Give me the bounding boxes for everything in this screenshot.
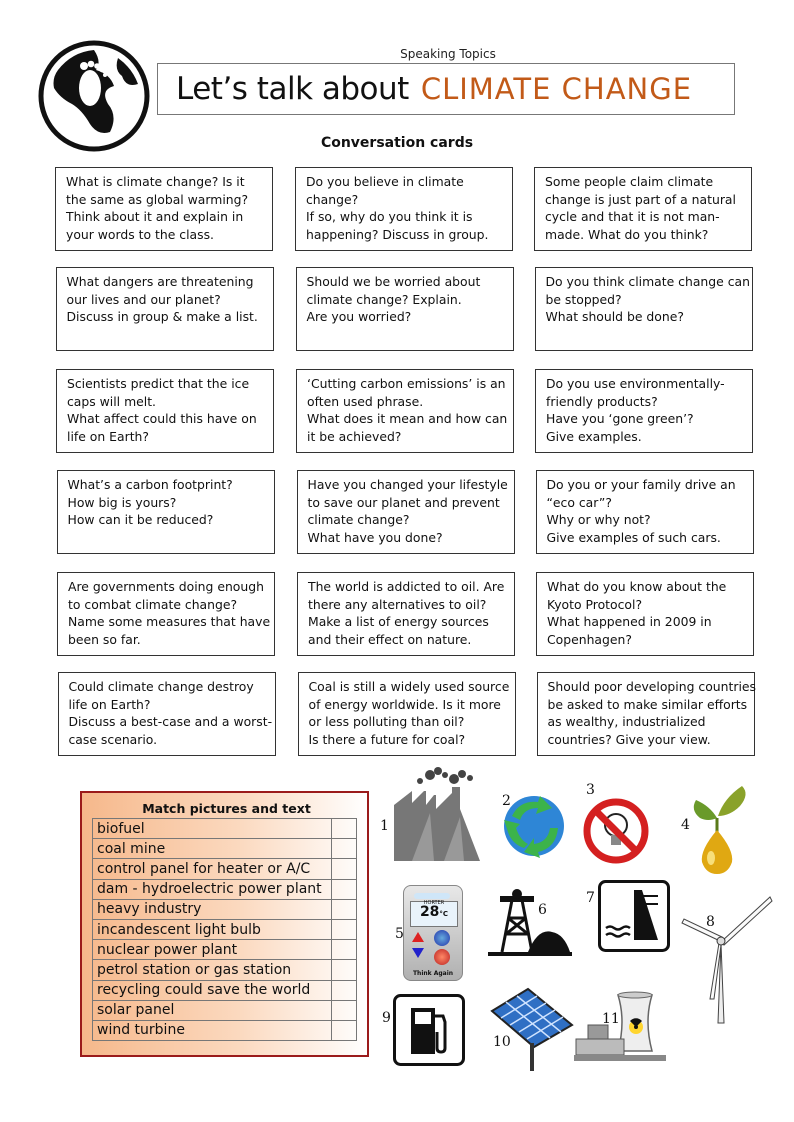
card-line: be asked to make similar efforts: [547, 696, 748, 712]
card-line: Give examples of such cars.: [546, 529, 721, 545]
card-line: been so far.: [68, 631, 141, 647]
solar-panel-icon: [488, 985, 574, 1075]
card-line: What happened in 2009 in: [547, 614, 712, 629]
card-line: friendly products?: [546, 393, 658, 409]
match-row: [93, 919, 357, 939]
card-line: Should we be worried about: [306, 274, 481, 289]
card-line: Have you changed your lifestyle: [307, 477, 508, 492]
match-answer-box[interactable]: [332, 819, 357, 839]
card-line: as wealthy, industrialized: [547, 714, 706, 729]
card-line: happening? Discuss in group.: [306, 226, 489, 242]
thermostat-indicator: [414, 893, 450, 899]
match-box: [80, 791, 369, 1057]
thermostat-unit: °C: [439, 910, 449, 918]
conversation-card: [58, 672, 276, 756]
title-lead: Let’s talk about: [176, 71, 409, 107]
match-row: [93, 980, 357, 1000]
card-line: life on Earth?: [68, 696, 151, 712]
card-line: Do you believe in climate: [306, 174, 464, 189]
card-line: What have you done?: [307, 529, 443, 545]
dial-blue-icon: [434, 930, 450, 946]
card-line: and their effect on nature.: [308, 631, 472, 647]
card-line: case scenario.: [68, 731, 158, 747]
card-line: Think about it and explain in: [66, 209, 244, 224]
picture-label-1: 1: [380, 818, 389, 834]
match-row: [93, 839, 357, 859]
match-answer-box[interactable]: [332, 879, 357, 899]
conversation-card: [57, 572, 275, 656]
match-row: [93, 859, 357, 879]
top-label: Speaking Topics: [400, 47, 496, 61]
card-line: How big is yours?: [67, 494, 177, 510]
match-row: [93, 960, 357, 980]
card-line: be stopped?: [545, 291, 622, 307]
card-line: ‘Cutting carbon emissions’ is an: [307, 376, 506, 391]
card-line: climate change? Explain.: [306, 291, 462, 307]
up-arrow-icon: [412, 932, 424, 942]
picture-label-5: 5: [395, 926, 404, 942]
conversation-card: [297, 470, 515, 554]
conversation-card: [298, 672, 516, 756]
card-line: Is there a future for coal?: [308, 731, 466, 747]
match-answer-box[interactable]: [332, 919, 357, 939]
card-line: Scientists predict that the ice: [67, 376, 250, 391]
match-table: [92, 818, 357, 1041]
petrol-station-icon: [393, 994, 465, 1066]
card-line: Copenhagen?: [547, 631, 632, 647]
match-row: [93, 940, 357, 960]
match-item-text: wind turbine: [93, 1020, 332, 1040]
card-line: Should poor developing countries: [547, 679, 756, 694]
card-line: it be achieved?: [307, 428, 402, 444]
card-line: countries? Give your view.: [547, 731, 711, 747]
match-title: Match pictures and text: [142, 801, 311, 816]
match-answer-box[interactable]: [332, 899, 357, 919]
card-line: Could climate change destroy: [68, 679, 254, 694]
title-topic: CLIMATE CHANGE: [420, 72, 693, 106]
card-line: to save our planet and prevent: [307, 494, 500, 510]
conversation-card: [536, 572, 754, 656]
match-answer-box[interactable]: [332, 1000, 357, 1020]
card-line: Do you or your family drive an: [546, 477, 736, 492]
match-item-text: nuclear power plant: [93, 940, 332, 960]
card-line: Are governments doing enough: [68, 579, 264, 594]
match-answer-box[interactable]: [332, 859, 357, 879]
conversation-card: [535, 267, 753, 351]
card-line: made. What do you think?: [545, 226, 709, 242]
picture-label-7: 7: [586, 890, 595, 906]
match-answer-box[interactable]: [332, 980, 357, 1000]
card-line: If so, why do you think it is: [306, 209, 473, 224]
match-answer-box[interactable]: [332, 960, 357, 980]
conversation-card: [55, 167, 273, 251]
match-row: [93, 879, 357, 899]
conversation-card: [57, 470, 275, 554]
wind-turbine-icon: [676, 895, 774, 1025]
card-line: What should be done?: [545, 309, 684, 324]
card-line: What does it mean and how can: [307, 411, 508, 426]
match-row: [93, 899, 357, 919]
conversation-card: [296, 369, 514, 453]
title-box: [157, 63, 735, 115]
match-answer-box[interactable]: [332, 940, 357, 960]
card-line: climate change?: [307, 512, 410, 527]
card-line: What dangers are threatening: [66, 274, 254, 289]
picture-label-6: 6: [538, 902, 547, 918]
card-line: Are you worried?: [306, 309, 412, 324]
down-arrow-icon: [412, 948, 424, 958]
biofuel-drop-icon: [680, 778, 755, 876]
picture-label-2: 2: [502, 793, 511, 809]
card-line: Do you think climate change can: [545, 274, 750, 289]
factory-icon: [390, 765, 485, 865]
subtitle: Conversation cards: [320, 135, 474, 151]
picture-label-10: 10: [493, 1034, 511, 1050]
conversation-card: [56, 267, 274, 351]
card-line: What affect could this have on: [67, 411, 257, 426]
match-item-text: solar panel: [93, 1000, 332, 1020]
conversation-card: [535, 369, 753, 453]
conversation-card: [537, 672, 755, 756]
thermostat-display: [410, 901, 458, 927]
no-light-bulb-icon: [582, 797, 650, 865]
thermostat-brand: HORTER: [423, 900, 445, 906]
picture-label-3: 3: [586, 782, 595, 798]
match-item-text: recycling could save the world: [93, 980, 332, 1000]
conversation-card: [295, 167, 513, 251]
card-line: Discuss in group & make a list.: [66, 309, 258, 324]
match-item-text: petrol station or gas station: [93, 960, 332, 980]
card-line: life on Earth?: [67, 428, 149, 444]
match-item-text: dam - hydroelectric power plant: [93, 879, 332, 899]
conversation-card: [297, 572, 515, 656]
card-line: there any alternatives to oil?: [308, 596, 487, 612]
card-line: What do you know about the: [547, 579, 727, 594]
card-line: Name some measures that have: [68, 614, 271, 629]
card-line: Give examples.: [546, 428, 642, 444]
match-row: [93, 819, 357, 839]
picture-label-8: 8: [706, 914, 715, 930]
picture-label-11: 11: [602, 1011, 620, 1027]
thermostat-reading: 28: [419, 904, 440, 920]
match-answer-box[interactable]: [332, 839, 357, 859]
card-line: or less polluting than oil?: [308, 714, 465, 729]
card-line: The world is addicted to oil. Are: [308, 579, 505, 594]
match-item-text: biofuel: [93, 819, 332, 839]
card-line: What’s a carbon footprint?: [67, 477, 233, 492]
conversation-card: [536, 470, 754, 554]
match-row: [93, 1000, 357, 1020]
card-line: your words to the class.: [66, 226, 214, 242]
conversation-card: [296, 267, 514, 351]
match-item-text: control panel for heater or A/C: [93, 859, 332, 879]
card-line: often used phrase.: [307, 393, 424, 409]
card-line: Some people claim climate: [545, 174, 714, 189]
card-line: Make a list of energy sources: [308, 614, 489, 629]
thermostat-caption: Think Again: [412, 970, 454, 977]
dial-red-icon: [434, 949, 450, 965]
card-line: caps will melt.: [67, 393, 156, 409]
card-line: cycle and that it is not man-: [545, 209, 720, 224]
card-line: What is climate change? Is it: [66, 174, 245, 189]
coal-mine-icon: [488, 888, 572, 956]
card-line: Discuss a best-case and a worst-: [68, 714, 273, 729]
match-row: [93, 1020, 357, 1040]
card-line: How can it be reduced?: [67, 512, 214, 527]
hydroelectric-dam-icon: [598, 880, 670, 952]
card-line: Why or why not?: [546, 512, 651, 527]
match-item-text: coal mine: [93, 839, 332, 859]
card-line: Do you use environmentally-: [546, 376, 725, 391]
card-line: “eco car”?: [546, 494, 612, 510]
card-line: of energy worldwide. Is it more: [308, 696, 501, 712]
card-line: change is just part of a natural: [545, 191, 736, 207]
card-line: Coal is still a widely used source: [308, 679, 510, 694]
card-line: Kyoto Protocol?: [547, 596, 643, 612]
card-line: Have you ‘gone green’?: [546, 411, 694, 426]
card-line: change?: [306, 191, 359, 207]
card-line: the same as global warming?: [66, 191, 249, 207]
thermostat-icon: [403, 885, 463, 981]
match-item-text: heavy industry: [93, 899, 332, 919]
picture-label-9: 9: [382, 1010, 391, 1026]
conversation-card: [534, 167, 752, 251]
card-line: our lives and our planet?: [66, 291, 221, 307]
conversation-card: [56, 369, 274, 453]
picture-label-4: 4: [681, 817, 690, 833]
match-item-text: incandescent light bulb: [93, 919, 332, 939]
nuclear-power-plant-icon: [570, 985, 670, 1065]
match-answer-box[interactable]: [332, 1020, 357, 1040]
card-line: to combat climate change?: [68, 596, 238, 612]
